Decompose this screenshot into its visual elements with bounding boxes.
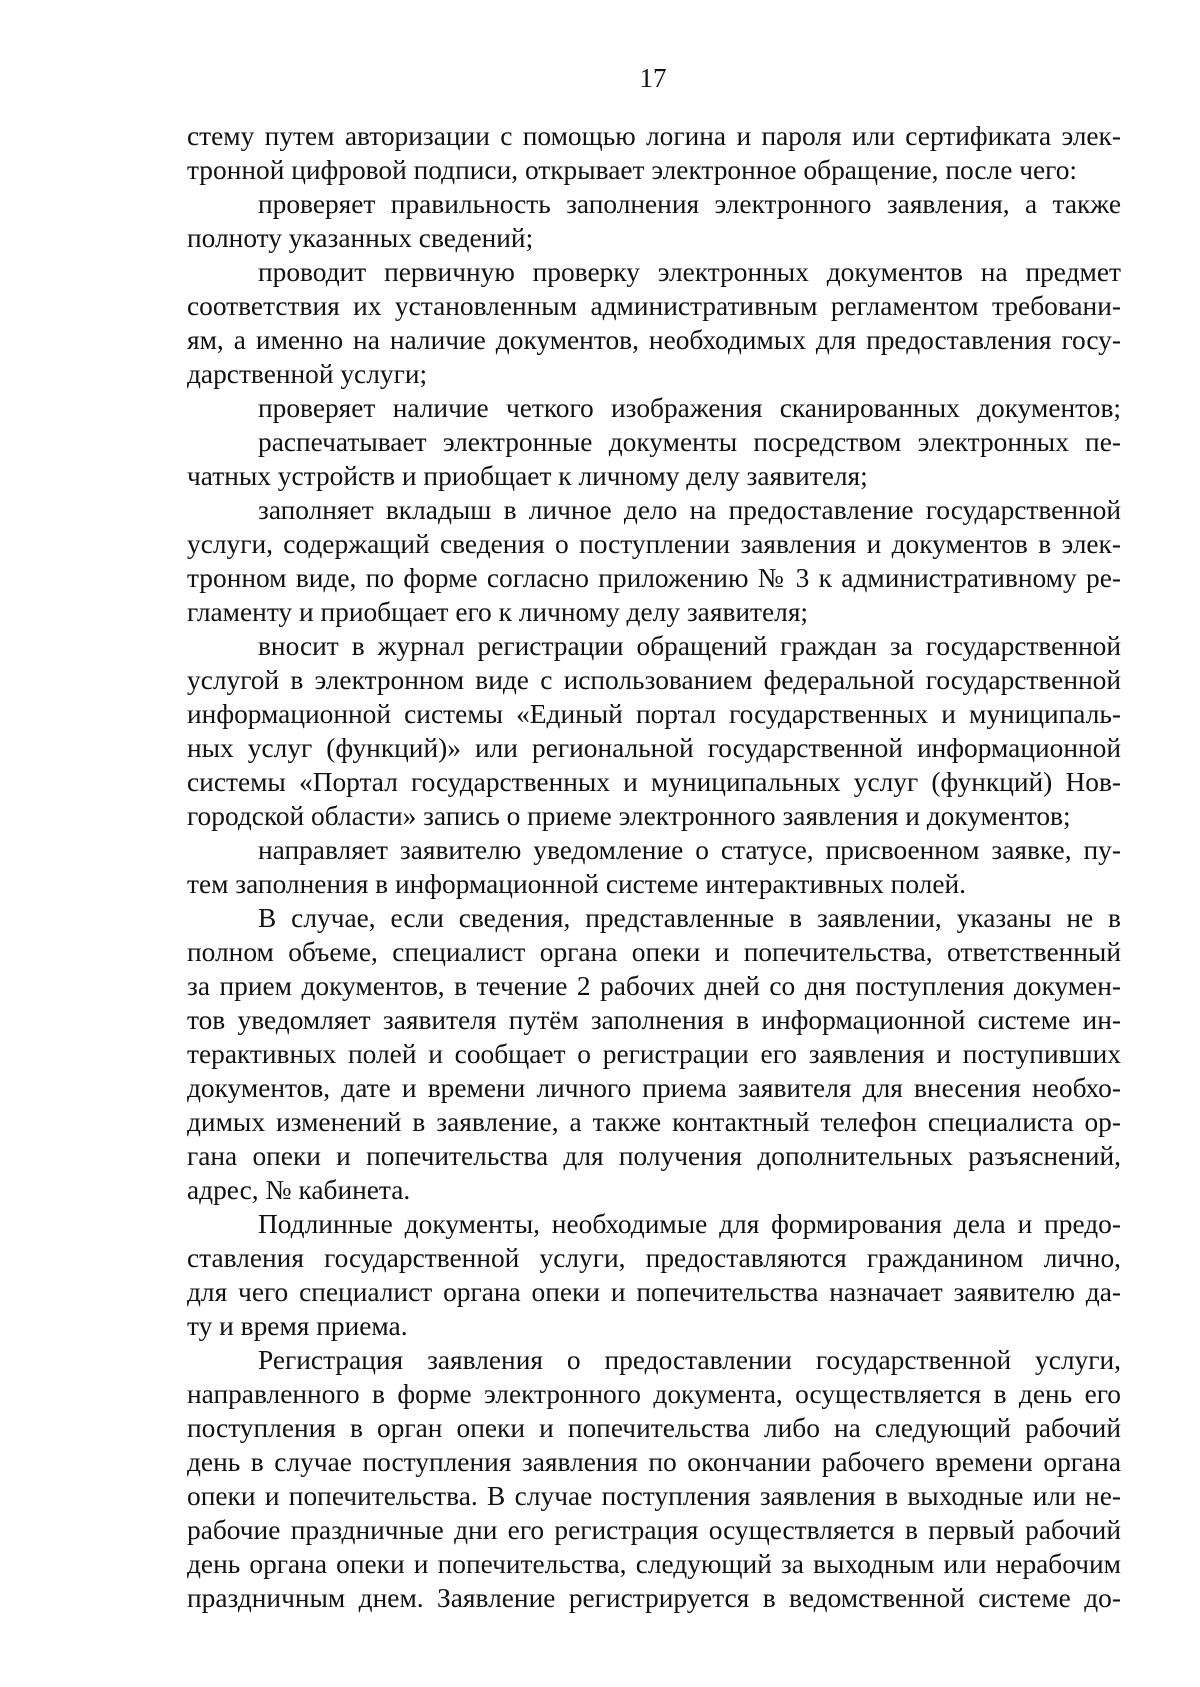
text-line: тронной цифровой подписи, открывает электронное обращение, после чего: xyxy=(187,155,1077,185)
text-line: проводит первичную проверку электронных документов на предмет xyxy=(258,257,1121,287)
text-line: праздничным днем. Заявление регистрируется в ведомственной системе до- xyxy=(187,1583,1121,1613)
text-line: Регистрация заявления о предоставлении государственной услуги, xyxy=(258,1345,1121,1375)
text-line: услуги, содержащий сведения о поступлении заявления и документов в элек- xyxy=(187,529,1121,559)
text-line: В случае, если сведения, представленные в заявлении, указаны не в xyxy=(258,903,1121,933)
text-line: чатных устройств и приобщает к личному делу заявителя; xyxy=(187,461,868,491)
text-line: гана опеки и попечительства для получения дополнительных разъяснений, xyxy=(187,1141,1121,1171)
text-line: терактивных полей и сообщает о регистрации его заявления и поступивших xyxy=(187,1039,1121,1069)
text-line: за прием документов, в течение 2 рабочих дней со дня поступления докумен- xyxy=(187,971,1121,1001)
text-line: системы «Портал государственных и муниципальных услуг (функций) Нов- xyxy=(187,767,1121,797)
text-line: направляет заявителю уведомление о статусе, присвоенном заявке, пу- xyxy=(258,835,1121,865)
text-line: тем заполнения в информационной системе интерактивных полей. xyxy=(187,869,966,899)
text-line: полном объеме, специалист органа опеки и попечительства, ответственный xyxy=(187,937,1121,967)
text-line: проверяет наличие четкого изображения сканированных документов; xyxy=(258,393,1121,423)
text-line: Подлинные документы, необходимые для формирования дела и предо- xyxy=(258,1209,1121,1239)
text-line: дарственной услуги; xyxy=(187,359,428,389)
text-line: городской области» запись о приеме электронного заявления и документов; xyxy=(187,801,1071,831)
text-line: поступления в орган опеки и попечительства либо на следующий рабочий xyxy=(187,1413,1121,1443)
page-number: 17 xyxy=(639,63,667,93)
text-line: тов уведомляет заявителя путём заполнения в информационной системе ин- xyxy=(187,1005,1121,1035)
text-line: тронном виде, по форме согласно приложению № 3 к административному ре- xyxy=(187,563,1121,593)
text-line: стему путем авторизации с помощью логина и пароля или сертификата элек- xyxy=(187,121,1121,151)
text-line: адрес, № кабинета. xyxy=(187,1175,411,1205)
text-line: заполняет вкладыш в личное дело на предоставление государственной xyxy=(258,495,1121,525)
text-line: услугой в электронном виде с использованием федеральной государственной xyxy=(187,665,1121,695)
text-line: ту и время приема. xyxy=(187,1311,408,1341)
text-line: димых изменений в заявление, а также контактный телефон специалиста ор- xyxy=(187,1107,1121,1137)
text-line: соответствия их установленным административным регламентом требовани- xyxy=(187,291,1121,321)
text-line: полноту указанных сведений; xyxy=(187,223,534,253)
text-line: ных услуг (функций)» или региональной государственной информационной xyxy=(187,733,1121,763)
text-line: гламенту и приобщает его к личному делу заявителя; xyxy=(187,597,809,627)
text-line: ям, а именно на наличие документов, необходимых для предоставления госу- xyxy=(187,325,1121,355)
text-line: распечатывает электронные документы посредством электронных пе- xyxy=(258,427,1121,457)
text-line: проверяет правильность заполнения электронного заявления, а также xyxy=(258,189,1121,219)
text-line: вносит в журнал регистрации обращений граждан за государственной xyxy=(258,631,1121,661)
body-text xyxy=(187,119,1121,1615)
text-line: для чего специалист органа опеки и попечительства назначает заявителю да- xyxy=(187,1277,1121,1307)
text-line: рабочие праздничные дни его регистрация осуществляется в первый рабочий xyxy=(187,1515,1121,1545)
text-line: информационной системы «Единый портал государственных и муниципаль- xyxy=(187,699,1121,729)
text-line: опеки и попечительства. В случае поступления заявления в выходные или не- xyxy=(187,1481,1121,1511)
text-line: день органа опеки и попечительства, следующий за выходным или нерабочим xyxy=(187,1549,1121,1579)
text-line: направленного в форме электронного документа, осуществляется в день его xyxy=(187,1379,1121,1409)
text-line: день в случае поступления заявления по окончании рабочего времени органа xyxy=(187,1447,1121,1477)
text-line: документов, дате и времени личного приема заявителя для внесения необхо- xyxy=(187,1073,1121,1103)
text-line: ставления государственной услуги, предоставляются гражданином лично, xyxy=(187,1243,1121,1273)
